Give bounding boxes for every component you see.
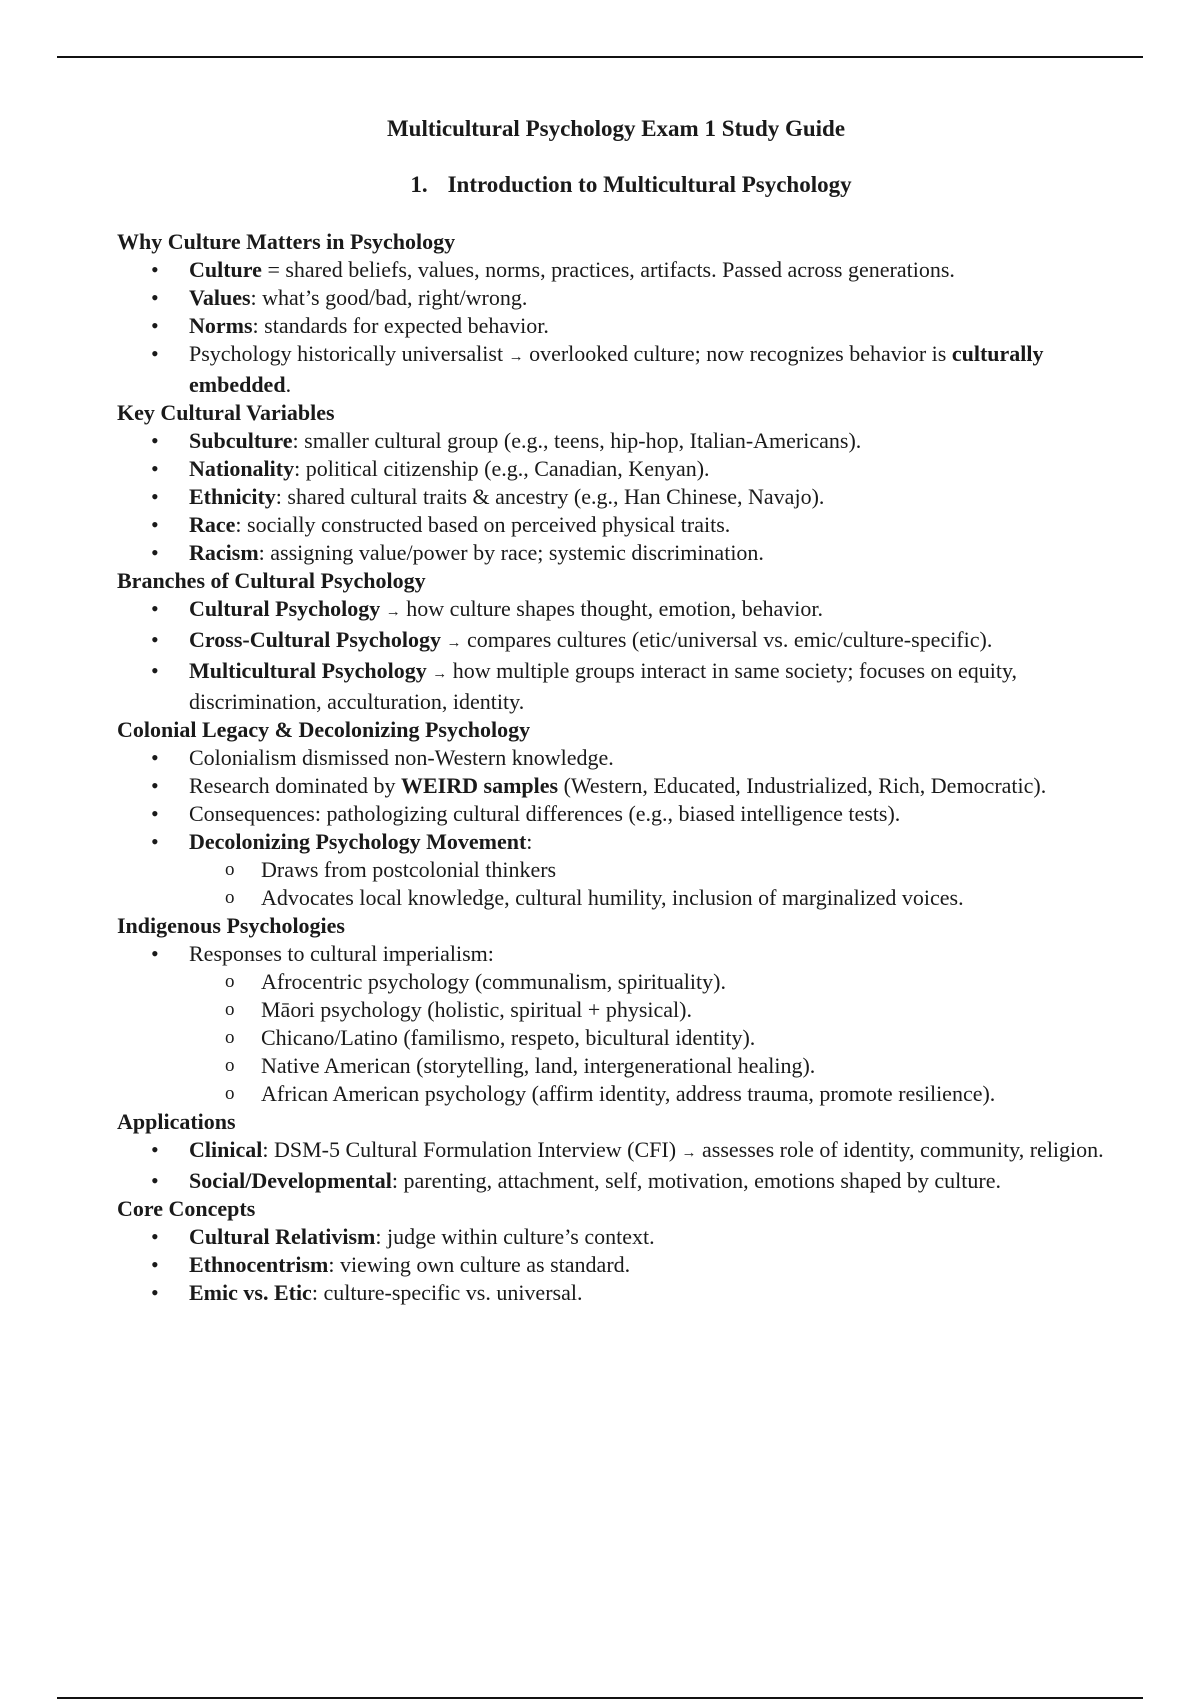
bullet: • <box>151 285 159 310</box>
text: Native American (storytelling, land, intergenerational healing). <box>261 1053 816 1078</box>
bullet: • <box>151 540 159 565</box>
term: Decolonizing Psychology Movement <box>189 829 527 854</box>
term: Cultural Psychology <box>189 596 381 621</box>
text: : <box>526 829 533 854</box>
term: Ethnicity <box>189 484 276 509</box>
bullet: • <box>151 658 159 683</box>
arrow-icon: → <box>385 604 401 620</box>
sub-list-item <box>189 996 1147 1024</box>
list-item <box>117 1136 1147 1167</box>
header-rule <box>57 56 1143 58</box>
term: Subculture <box>189 428 293 453</box>
section-number: 1. <box>410 172 428 197</box>
definition: : smaller cultural group (e.g., teens, hip-hop, Italian-Americans). <box>292 428 862 453</box>
text: Research dominated by <box>189 773 401 798</box>
list-branches <box>117 595 1147 716</box>
list-item <box>117 1279 1147 1307</box>
term: culturally embedded <box>189 341 1044 397</box>
bullet: • <box>151 1280 159 1305</box>
bullet: • <box>151 941 159 966</box>
text: (Western, Educated, Industrialized, Rich, Democratic). <box>558 773 1047 798</box>
term: Cultural Relativism <box>189 1224 376 1249</box>
bullet: • <box>151 1252 159 1277</box>
term: Racism <box>189 540 259 565</box>
sub-list-item <box>189 1024 1147 1052</box>
definition: : culture-specific vs. universal. <box>311 1280 583 1305</box>
section-title <box>0 170 1200 200</box>
text: Consequences: pathologizing cultural differences (e.g., biased intelligence tests). <box>189 801 901 826</box>
definition: : assigning value/power by race; systemic discrimination. <box>258 540 764 565</box>
bullet: • <box>151 745 159 770</box>
text: Chicano/Latino (familismo, respeto, bicultural identity). <box>261 1025 756 1050</box>
term: Nationality <box>189 456 295 481</box>
bullet: • <box>151 313 159 338</box>
text: Colonialism dismissed non-Western knowledge. <box>189 745 614 770</box>
term: Emic vs. Etic <box>189 1280 312 1305</box>
heading-core-concepts: Core Concepts <box>117 1196 256 1221</box>
term: Values <box>189 285 251 310</box>
list-item <box>117 455 1147 483</box>
list-key-cultural-variables <box>117 427 1147 567</box>
sub-bullet: o <box>225 971 235 992</box>
term: Culture <box>189 257 262 282</box>
sub-bullet: o <box>225 859 235 880</box>
definition: : standards for expected behavior. <box>252 313 549 338</box>
sublist-indigenous <box>189 968 1147 1108</box>
text: : DSM-5 Cultural Formulation Interview (CFI) <box>262 1137 682 1162</box>
term: Multicultural Psychology <box>189 658 427 683</box>
list-item <box>117 940 1147 1108</box>
definition: how multiple groups interact in same society; focuses on equity, discrimination, acculturation, identity. <box>189 658 1018 714</box>
text: assesses role of identity, community, religion. <box>696 1137 1104 1162</box>
bullet: • <box>151 1224 159 1249</box>
list-item <box>117 626 1147 657</box>
list-item <box>117 595 1147 626</box>
sub-list-item <box>189 856 1147 884</box>
list-item <box>117 483 1147 511</box>
arrow-icon: → <box>432 666 448 682</box>
definition: : parenting, attachment, self, motivation, emotions shaped by culture. <box>391 1168 1001 1193</box>
term: Cross-Cultural Psychology <box>189 627 441 652</box>
bullet: • <box>151 484 159 509</box>
list-item <box>117 340 1147 399</box>
heading-why-culture-matters: Why Culture Matters in Psychology <box>117 229 456 254</box>
heading-branches: Branches of Cultural Psychology <box>117 568 426 593</box>
bullet: • <box>151 341 159 366</box>
list-item <box>117 1167 1147 1195</box>
bullet: • <box>151 627 159 652</box>
definition: compares cultures (etic/universal vs. emic/culture-specific). <box>461 627 993 652</box>
definition: : socially constructed based on perceived physical traits. <box>235 512 731 537</box>
sub-bullet: o <box>225 1027 235 1048</box>
bullet: • <box>151 773 159 798</box>
text: African American psychology (affirm identity, address trauma, promote resilience). <box>261 1081 996 1106</box>
term: Race <box>189 512 236 537</box>
bullet: • <box>151 512 159 537</box>
heading-colonial-legacy: Colonial Legacy & Decolonizing Psychology <box>117 717 531 742</box>
sub-bullet: o <box>225 1083 235 1104</box>
term: Clinical <box>189 1137 263 1162</box>
footer-rule <box>57 1697 1143 1699</box>
list-item <box>117 657 1147 716</box>
bullet: • <box>151 829 159 854</box>
heading-applications: Applications <box>117 1109 236 1134</box>
definition: : viewing own culture as standard. <box>328 1252 631 1277</box>
definition: : judge within culture’s context. <box>375 1224 655 1249</box>
list-why-culture-matters <box>117 256 1147 399</box>
heading-key-cultural-variables: Key Cultural Variables <box>117 400 335 425</box>
definition: = shared beliefs, values, norms, practices, artifacts. Passed across generations. <box>261 257 955 282</box>
list-indigenous <box>117 940 1147 1108</box>
sub-bullet: o <box>225 887 235 908</box>
text: Afrocentric psychology (communalism, spirituality). <box>261 969 726 994</box>
text: Responses to cultural imperialism: <box>189 941 494 966</box>
list-item <box>117 1251 1147 1279</box>
sub-list-item <box>189 884 1147 912</box>
text: Psychology historically universalist <box>189 341 509 366</box>
definition: how culture shapes thought, emotion, behavior. <box>400 596 823 621</box>
list-item <box>117 427 1147 455</box>
bullet: • <box>151 428 159 453</box>
list-item <box>117 256 1147 284</box>
list-item <box>117 312 1147 340</box>
section-title-text: Introduction to Multicultural Psychology <box>447 172 852 197</box>
list-colonial-legacy <box>117 744 1147 912</box>
bullet: • <box>151 1137 159 1162</box>
list-item <box>117 828 1147 912</box>
heading-indigenous-psychologies: Indigenous Psychologies <box>117 913 345 938</box>
list-core-concepts <box>117 1223 1147 1307</box>
sub-bullet: o <box>225 1055 235 1076</box>
term: Ethnocentrism <box>189 1252 329 1277</box>
bullet: • <box>151 801 159 826</box>
text: Māori psychology (holistic, spiritual + physical). <box>261 997 692 1022</box>
definition: : shared cultural traits & ancestry (e.g., Han Chinese, Navajo). <box>275 484 825 509</box>
text: overlooked culture; now recognizes behavior is <box>523 341 952 366</box>
list-item <box>117 744 1147 772</box>
text: . <box>285 372 292 397</box>
term: WEIRD samples <box>401 773 559 798</box>
bullet: • <box>151 1168 159 1193</box>
text: Draws from postcolonial thinkers <box>261 857 557 882</box>
sublist-decolonizing <box>189 856 1147 912</box>
term: Norms <box>189 313 253 338</box>
list-item <box>117 800 1147 828</box>
sub-list-item <box>189 1080 1147 1108</box>
bullet: • <box>151 257 159 282</box>
term: Social/Developmental <box>189 1168 392 1193</box>
arrow-icon: → <box>446 635 462 651</box>
list-item <box>117 772 1147 800</box>
list-item <box>117 1223 1147 1251</box>
text: Advocates local knowledge, cultural humility, inclusion of marginalized voices. <box>261 885 964 910</box>
list-applications <box>117 1136 1147 1195</box>
definition: : political citizenship (e.g., Canadian, Kenyan). <box>294 456 710 481</box>
page-title: Multicultural Psychology Exam 1 Study Guide <box>386 116 846 141</box>
list-item <box>117 511 1147 539</box>
bullet: • <box>151 596 159 621</box>
definition: : what’s good/bad, right/wrong. <box>250 285 528 310</box>
sub-bullet: o <box>225 999 235 1020</box>
list-item <box>117 284 1147 312</box>
arrow-icon: → <box>681 1145 697 1161</box>
list-item <box>117 539 1147 567</box>
arrow-icon: → <box>508 349 524 365</box>
study-guide-content <box>117 228 1147 1307</box>
sub-list-item <box>189 1052 1147 1080</box>
bullet: • <box>151 456 159 481</box>
sub-list-item <box>189 968 1147 996</box>
